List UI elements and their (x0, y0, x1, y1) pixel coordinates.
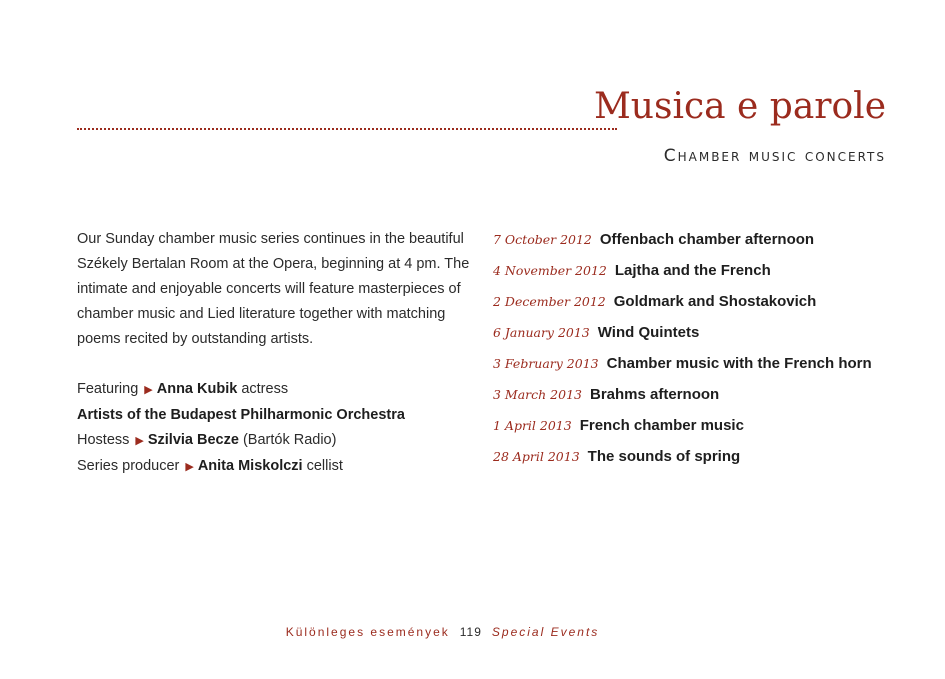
hostess-name: Szilvia Becze (147, 432, 239, 448)
concert-title: Goldmark and Shostakovich (613, 293, 817, 310)
footer-hungarian-section: Különleges események (285, 625, 450, 639)
schedule-item (493, 413, 893, 444)
page-footer (0, 625, 915, 639)
concert-title: Wind Quintets (597, 324, 700, 341)
concert-schedule (493, 227, 893, 475)
featuring-name: Anna Kubik (156, 381, 238, 397)
concert-date: 1 April 2013 (493, 418, 572, 433)
schedule-item (493, 444, 893, 475)
schedule-item (493, 258, 893, 289)
schedule-item (493, 227, 893, 258)
concert-date: 6 January 2013 (493, 325, 590, 340)
concert-title: Chamber music with the French horn (606, 355, 872, 372)
producer-label: Series producer (77, 458, 180, 474)
page-number: 119 (459, 625, 482, 639)
concert-date: 4 November 2012 (493, 263, 607, 278)
hostess-label: Hostess (77, 432, 130, 448)
arrow-right-icon: ▶ (135, 435, 144, 447)
featuring-role: actress (241, 381, 289, 397)
credit-hostess (77, 428, 477, 454)
orchestra-name: Artists of the Budapest Philharmonic Orchestra (77, 407, 405, 423)
concert-date: 2 December 2012 (493, 294, 606, 309)
concert-date: 3 February 2013 (493, 356, 599, 371)
arrow-right-icon: ▶ (185, 461, 194, 473)
page-title: Musica e parole (593, 86, 886, 127)
credit-orchestra (77, 403, 477, 428)
arrow-right-icon: ▶ (144, 384, 153, 396)
hostess-role: (Bartók Radio) (242, 432, 337, 448)
concert-date: 7 October 2012 (493, 232, 592, 247)
concert-date: 28 April 2013 (493, 449, 580, 464)
producer-name: Anita Miskolczi (197, 458, 303, 474)
producer-role: cellist (306, 458, 343, 474)
credits-block (77, 377, 477, 480)
footer-english-section: Special Events (491, 625, 600, 639)
concert-title: The sounds of spring (587, 448, 741, 465)
concert-title: Lajtha and the French (614, 262, 771, 279)
page-subtitle: Chamber music concerts (663, 146, 886, 166)
featuring-label: Featuring (77, 381, 139, 397)
schedule-item (493, 289, 893, 320)
concert-title: French chamber music (579, 417, 744, 434)
concert-title: Offenbach chamber afternoon (599, 231, 815, 248)
concert-date: 3 March 2013 (493, 387, 582, 402)
schedule-item (493, 320, 893, 351)
credit-featuring (77, 377, 477, 403)
concert-title: Brahms afternoon (590, 386, 720, 403)
intro-paragraph: Our Sunday chamber music series continues in the beautiful Székely Bertalan Room at the Opera, beginning at 4 pm. The intimate and enjoyable concerts will feature masterpieces of chamber music and Lied literature together with matching poems recited by outstanding artists. (77, 231, 470, 347)
schedule-item (493, 351, 893, 382)
header-dotted-rule (77, 128, 617, 130)
schedule-item (493, 382, 893, 413)
credit-producer (77, 454, 477, 480)
